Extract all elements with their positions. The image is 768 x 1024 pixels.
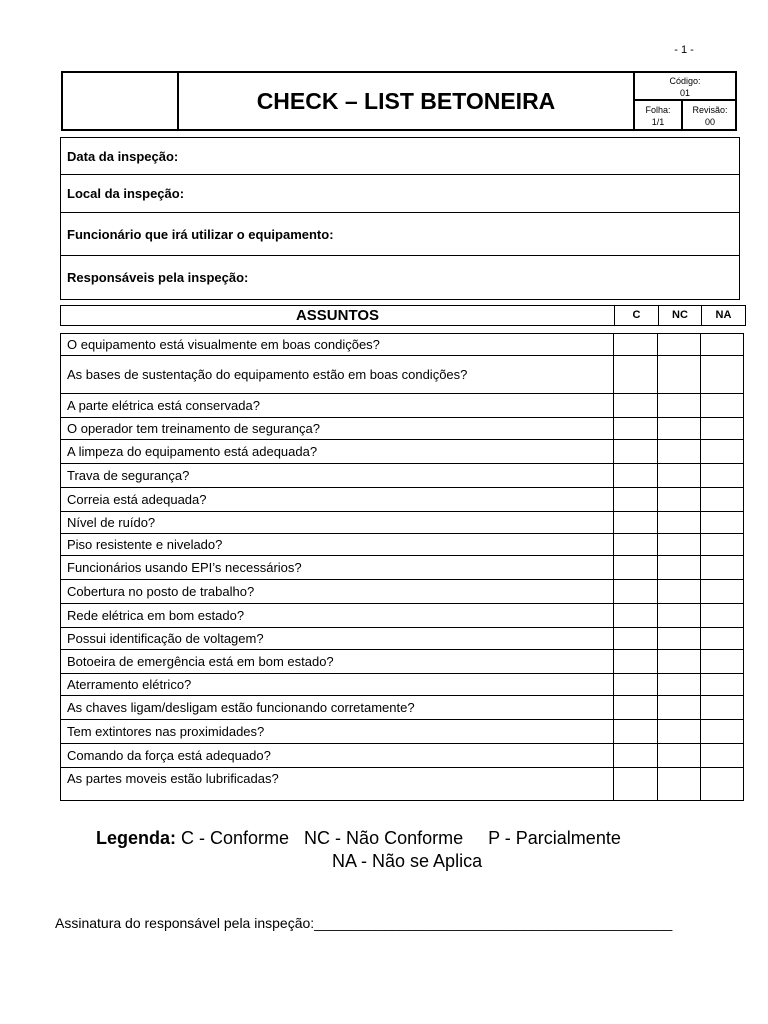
legend-items: C - Conforme NC - Não Conforme P - Parcialmente — [181, 828, 621, 848]
answer-cell-c[interactable] — [613, 768, 657, 789]
answer-cell-nc[interactable] — [657, 512, 700, 533]
answer-cell-nc[interactable] — [657, 674, 700, 695]
answer-cell-na[interactable] — [700, 674, 742, 695]
answer-cell-nc[interactable] — [657, 440, 700, 463]
answer-cell-nc[interactable] — [657, 604, 700, 627]
column-nc-header: NC — [658, 306, 701, 325]
answer-cell-c[interactable] — [613, 488, 657, 511]
answer-cell-c[interactable] — [613, 440, 657, 463]
answer-cell-nc[interactable] — [657, 556, 700, 579]
answer-cell-c[interactable] — [613, 604, 657, 627]
question-text: Possui identificação de voltagem? — [67, 631, 264, 646]
answer-cell-nc[interactable] — [657, 464, 700, 487]
answer-cell-c[interactable] — [613, 720, 657, 743]
answer-cell-c[interactable] — [613, 334, 657, 355]
revisao-value: 00 — [704, 117, 715, 127]
table-row — [61, 356, 743, 394]
revisao-cell — [683, 101, 737, 132]
answer-cell-nc[interactable] — [657, 580, 700, 603]
answer-cell-na[interactable] — [700, 464, 742, 487]
answer-cell-na[interactable] — [700, 534, 742, 555]
page-number: - 1 - — [674, 44, 694, 56]
table-row — [61, 696, 743, 720]
table-row — [61, 580, 743, 604]
legend-line-2: NA - Não se Aplica — [332, 851, 483, 871]
answer-cell-na[interactable] — [700, 418, 742, 439]
column-na-header: NA — [701, 306, 745, 325]
subjects-header — [60, 305, 746, 326]
column-divider — [613, 334, 614, 800]
document-title: CHECK – LIST BETONEIRA — [256, 87, 556, 114]
answer-cell-nc[interactable] — [657, 356, 700, 393]
codigo-cell — [635, 73, 735, 101]
answer-cell-na[interactable] — [700, 356, 742, 393]
folha-cell — [635, 101, 683, 129]
answer-cell-na[interactable] — [700, 768, 742, 789]
answer-cell-c[interactable] — [613, 512, 657, 533]
table-row — [61, 744, 743, 768]
table-row — [61, 394, 743, 418]
answer-cell-na[interactable] — [700, 580, 742, 603]
document-header — [61, 71, 737, 131]
answer-cell-c[interactable] — [613, 394, 657, 417]
table-row — [61, 512, 743, 534]
table-row — [61, 768, 743, 789]
folha-value: 1/1 — [651, 117, 665, 127]
question-text: Aterramento elétrico? — [67, 677, 192, 692]
answer-cell-nc[interactable] — [657, 628, 700, 649]
local-inspecao-field[interactable]: Local da inspeção: — [61, 175, 739, 213]
answer-cell-c[interactable] — [613, 534, 657, 555]
answer-cell-nc[interactable] — [657, 720, 700, 743]
table-row — [61, 418, 743, 440]
question-text: Tem extintores nas proximidades? — [67, 724, 265, 739]
answer-cell-nc[interactable] — [657, 744, 700, 767]
logo-placeholder — [63, 73, 179, 129]
table-row — [61, 334, 743, 356]
table-row — [61, 720, 743, 744]
column-c-header: C — [614, 306, 658, 325]
answer-cell-c[interactable] — [613, 418, 657, 439]
table-row — [61, 488, 743, 512]
question-text: Correia está adequada? — [67, 492, 207, 507]
question-text: Nível de ruído? — [67, 515, 156, 530]
legend-line-1 — [96, 828, 621, 849]
question-text: Rede elétrica em bom estado? — [67, 608, 245, 623]
answer-cell-nc[interactable] — [657, 394, 700, 417]
responsaveis-field[interactable]: Responsáveis pela inspeção: — [67, 270, 249, 285]
table-row — [61, 556, 743, 580]
answer-cell-na[interactable] — [700, 512, 742, 533]
answer-cell-c[interactable] — [613, 580, 657, 603]
answer-cell-c[interactable] — [613, 696, 657, 719]
answer-cell-na[interactable] — [700, 556, 742, 579]
answer-cell-na[interactable] — [700, 650, 742, 673]
answer-cell-na[interactable] — [700, 744, 742, 767]
answer-cell-na[interactable] — [700, 334, 742, 355]
table-row — [61, 440, 743, 464]
answer-cell-na[interactable] — [700, 628, 742, 649]
answer-cell-na[interactable] — [700, 394, 742, 417]
answer-cell-nc[interactable] — [657, 650, 700, 673]
question-text: Cobertura no posto de trabalho? — [67, 584, 255, 599]
inspection-info — [60, 137, 740, 300]
document-meta — [633, 73, 735, 129]
question-text: A limpeza do equipamento está adequada? — [67, 444, 318, 459]
question-text: Funcionários usando EPI’s necessários? — [67, 560, 302, 575]
table-row — [61, 674, 743, 696]
revisao-label: Revisão: — [692, 105, 728, 115]
subjects-label: ASSUNTOS — [295, 307, 380, 324]
signature-line[interactable]: Assinatura do responsável pela inspeção:______________________________________________ — [55, 915, 673, 931]
answer-cell-nc[interactable] — [657, 418, 700, 439]
question-text: O operador tem treinamento de segurança? — [67, 421, 320, 436]
table-row — [61, 604, 743, 628]
column-divider — [700, 334, 701, 800]
answer-cell-c[interactable] — [613, 356, 657, 393]
answer-cell-na[interactable] — [700, 696, 742, 719]
answer-cell-na[interactable] — [700, 720, 742, 743]
answer-cell-c[interactable] — [613, 556, 657, 579]
folha-label: Folha: — [645, 105, 671, 115]
question-text: As bases de sustentação do equipamento estão em boas condições? — [67, 367, 468, 382]
answer-cell-nc[interactable] — [657, 334, 700, 355]
data-inspecao-field[interactable]: Data da inspeção: — [61, 138, 739, 175]
table-row — [61, 534, 743, 556]
answer-cell-nc[interactable] — [657, 534, 700, 555]
answer-cell-c[interactable] — [613, 650, 657, 673]
answer-cell-nc[interactable] — [657, 768, 700, 789]
answer-cell-nc[interactable] — [657, 488, 700, 511]
answer-cell-c[interactable] — [613, 464, 657, 487]
codigo-label: Código: — [669, 76, 701, 86]
answer-cell-c[interactable] — [613, 628, 657, 649]
question-text: As partes moveis estão lubrificadas? — [67, 771, 279, 786]
answer-cell-na[interactable] — [700, 440, 742, 463]
answer-cell-na[interactable] — [700, 604, 742, 627]
column-divider — [657, 334, 658, 800]
checklist-table — [60, 333, 744, 801]
question-text: A parte elétrica está conservada? — [67, 398, 260, 413]
table-row — [61, 628, 743, 650]
question-text: Comando da força está adequado? — [67, 748, 271, 763]
question-text: Piso resistente e nivelado? — [67, 537, 223, 552]
codigo-value: 01 — [679, 88, 690, 98]
question-text: Trava de segurança? — [67, 468, 190, 483]
answer-cell-c[interactable] — [613, 674, 657, 695]
question-text: As chaves ligam/desligam estão funcionando corretamente? — [67, 700, 415, 715]
answer-cell-c[interactable] — [613, 744, 657, 767]
question-text: O equipamento está visualmente em boas condições? — [67, 337, 380, 352]
table-row — [61, 650, 743, 674]
legend-label: Legenda: — [96, 828, 177, 848]
answer-cell-na[interactable] — [700, 488, 742, 511]
question-text: Botoeira de emergência está em bom estado? — [67, 654, 334, 669]
answer-cell-nc[interactable] — [657, 696, 700, 719]
table-row — [61, 464, 743, 488]
funcionario-field[interactable]: Funcionário que irá utilizar o equipamento: — [61, 213, 739, 256]
